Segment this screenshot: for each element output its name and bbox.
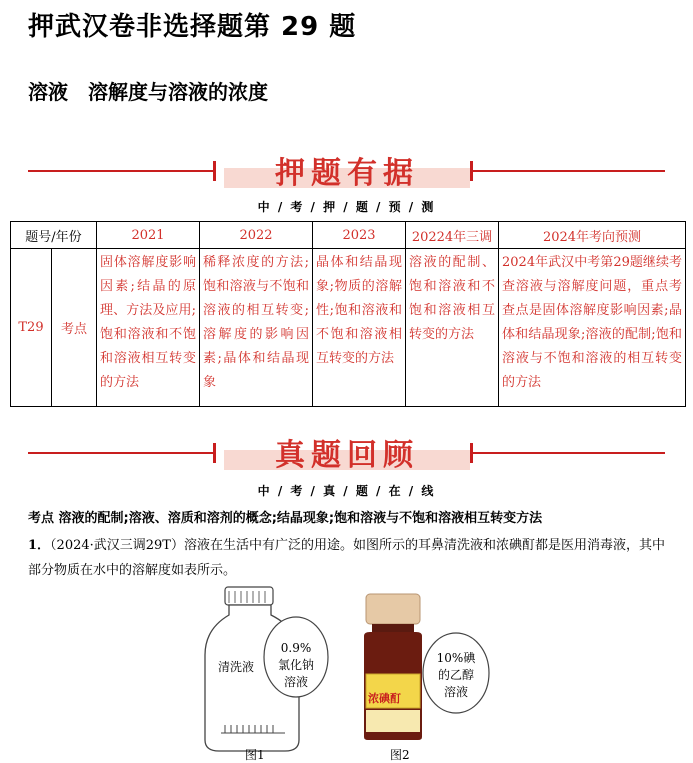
question-text: （2024·武汉三调29T）溶液在生活中有广泛的用途。如图所示的耳鼻清洗液和浓碘酊都是医用消毒液，其中部分物质在水中的溶解度如表所示。 xyxy=(28,538,665,578)
section-banner-review xyxy=(28,430,665,476)
header-cell: 题号/年份 xyxy=(11,222,97,249)
banner-rule-right xyxy=(473,170,665,172)
callout-text xyxy=(270,640,322,691)
bottle-cap xyxy=(366,594,420,624)
header-cell: 2022 xyxy=(200,222,313,249)
header-cell: 20224年三调 xyxy=(406,222,499,249)
table-cell: 溶液的配制、饱和溶液和不饱和溶液相互转变的方法 xyxy=(406,249,499,407)
figure-1-caption: 图1 xyxy=(245,748,265,762)
callout-line: 溶液 xyxy=(283,675,308,689)
callout-line: 0.9% xyxy=(280,641,312,655)
header-cell: 2024年考向预测 xyxy=(499,222,686,249)
section-subtitle: 溶液 溶解度与溶液的浓度 xyxy=(28,80,268,104)
header-cell: 2021 xyxy=(97,222,200,249)
callout-line: 10%碘 xyxy=(436,651,476,665)
callout-text xyxy=(428,650,484,701)
banner-tick-left xyxy=(213,443,216,463)
bottle-label: 清洗液 xyxy=(218,660,255,674)
banner-subtitle: 中 / 考 / 押 / 题 / 预 / 测 xyxy=(257,200,436,214)
row-sublabel: 考点 xyxy=(52,249,97,407)
callout-line: 的乙醇 xyxy=(437,668,474,682)
banner-subtitle: 中 / 考 / 真 / 题 / 在 / 线 xyxy=(257,484,436,498)
figure-2-caption: 图2 xyxy=(390,748,410,762)
bottle-cap xyxy=(225,587,273,605)
section-banner-forecast xyxy=(28,148,665,194)
table-header-row xyxy=(11,222,686,249)
banner-rule-right xyxy=(473,452,665,454)
header-cell: 2023 xyxy=(313,222,406,249)
banner-rule-left xyxy=(28,452,213,454)
question-1 xyxy=(28,533,668,583)
bottle-label: 浓碘酊 xyxy=(368,692,401,705)
topic-line: 考点 溶液的配制;溶液、溶质和溶剂的概念;结晶现象;饱和溶液与不饱和溶液相互转变方法 xyxy=(28,511,543,526)
table-cell: 2024年武汉中考第29题继续考查溶液与溶解度问题，重点考查点是固体溶解度影响因素;晶体和结晶现象;溶液的配制;饱和溶液与不饱和溶液的相互转变的方法 xyxy=(499,249,686,407)
banner-title: 真题回顾 xyxy=(275,438,419,473)
table-cell: 晶体和结晶现象;物质的溶解性;饱和溶液和不饱和溶液相互转变的方法 xyxy=(313,249,406,407)
banner-tick-left xyxy=(213,161,216,181)
table-cell: 稀释浓度的方法;饱和溶液与不饱和溶液的相互转变;溶解度的影响因素;晶体和结晶现象 xyxy=(200,249,313,407)
question-number: 1． xyxy=(28,538,51,553)
row-label: T29 xyxy=(11,249,52,407)
table-row xyxy=(11,249,686,407)
callout-line: 溶液 xyxy=(443,685,468,699)
document-title: 押武汉卷非选择题第 29 题 xyxy=(28,12,357,42)
banner-title: 押题有据 xyxy=(275,156,419,191)
banner-rule-left xyxy=(28,170,213,172)
forecast-table xyxy=(10,221,686,407)
figure-2-bottle xyxy=(358,592,428,742)
callout-line: 氯化钠 xyxy=(277,658,314,672)
table-cell: 固体溶解度影响因素;结晶的原理、方法及应用;饱和溶液和不饱和溶液相互转变的方法 xyxy=(97,249,200,407)
